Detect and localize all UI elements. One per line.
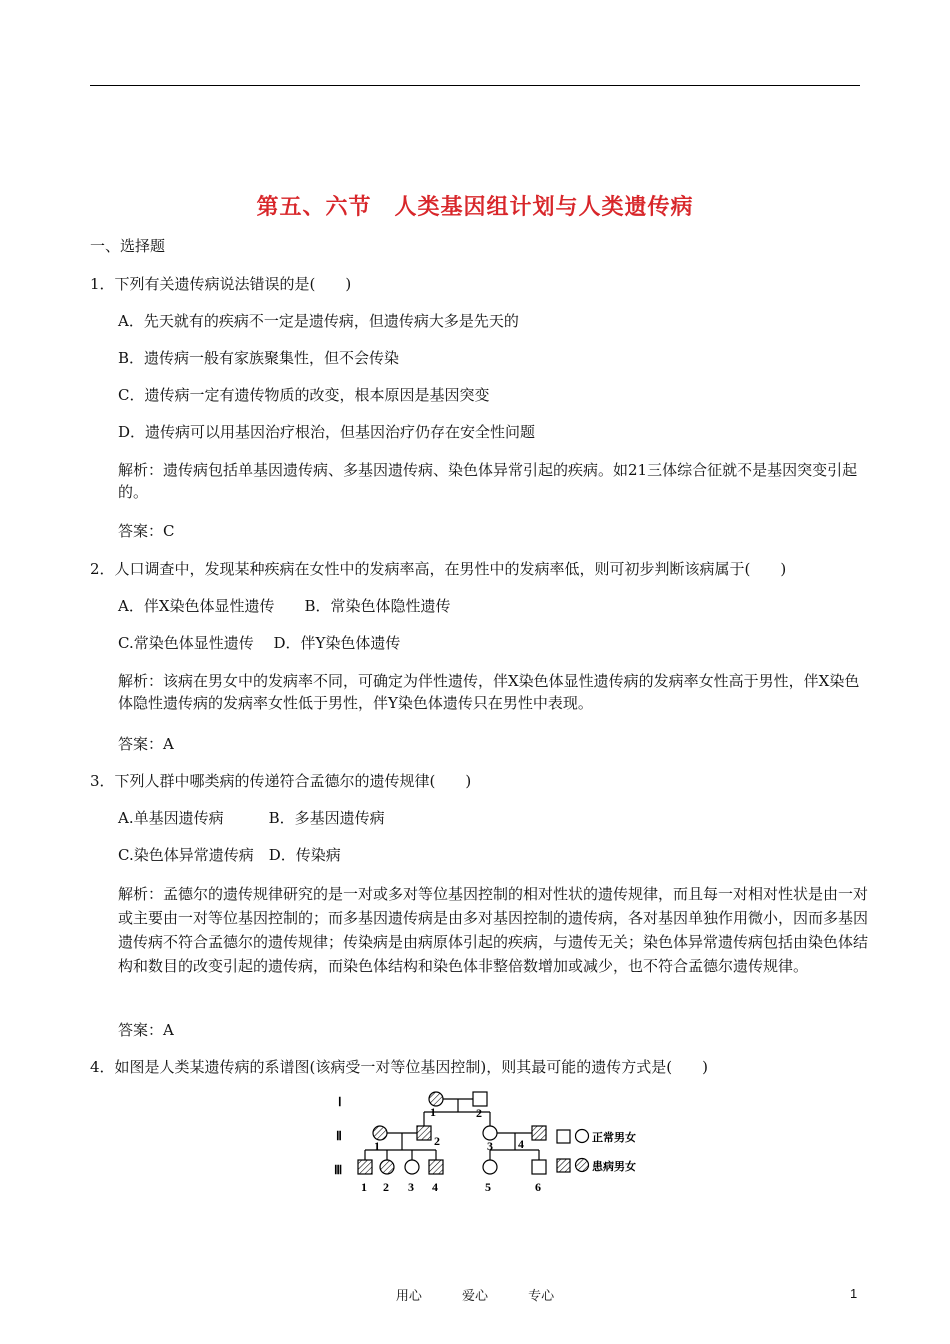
ii2-number: 2: [434, 1134, 440, 1148]
iii2-number: 2: [383, 1180, 389, 1194]
question-3-answer: 答案：A: [118, 1021, 174, 1039]
question-2-options-ab: A．伴X染色体显性遗传 B．常染色体隐性遗传: [118, 597, 451, 615]
footer-slogan: [0, 1285, 950, 1304]
question-4-stem: 4．如图是人类某遗传病的系谱图(该病受一对等位基因控制)，则其最可能的遗传方式是( ): [90, 1058, 708, 1076]
iii6-number: 6: [535, 1180, 541, 1194]
legend-affected-label: 患病男女: [592, 1160, 636, 1173]
i2-number: 2: [476, 1106, 482, 1120]
i1-affected-female: [429, 1092, 443, 1106]
iii3-number: 3: [408, 1180, 414, 1194]
question-2-analysis: 解析：该病在男女中的发病率不同，可确定为伴性遗传，伴X染色体显性遗传病的发病率女性高于男性，伴X染色体隐性遗传病的发病率女性低于男性，伴Y染色体遗传只在男性中表现。: [118, 672, 860, 712]
legend-affected-female-symbol: [576, 1159, 589, 1172]
legend-affected-male-symbol: [557, 1159, 570, 1172]
ii4-affected-male: [532, 1126, 546, 1140]
footer-slogan-2: 爱心: [461, 1289, 488, 1304]
question-1-stem: 1．下列有关遗传病说法错误的是( ): [90, 275, 352, 293]
question-3-stem: 3．下列人群中哪类病的传递符合孟德尔的遗传规律( ): [90, 772, 472, 790]
generation-1-label: Ⅰ: [338, 1095, 342, 1109]
i2-normal-male: [473, 1092, 487, 1106]
iii4-number: 4: [432, 1180, 438, 1194]
question-3-analysis: 解析：孟德尔的遗传规律研究的是一对或多对等位基因控制的相对性状的遗传规律，而且每一对相对性状是由一对或主要由一对等位基因控制的；而多基因遗传病是由多对基因控制的遗传病，各对基因单独作用微小，因而多基因遗传病不符合孟德尔的遗传规律；传染病是由病原体引起的疾病，与遗传无关；染色体异常遗传病包括由染色体结构和数目的改变引起的遗传病，而染色体结构和染色体非整倍数增加或减少，也不符合孟德尔遗传规律。: [118, 885, 869, 975]
iii6-normal-male: [532, 1160, 546, 1174]
ii4-number: 4: [518, 1137, 524, 1151]
iii1-affected-male: [358, 1160, 372, 1174]
iii3-normal-female: [405, 1160, 419, 1174]
question-1-analysis: 解析：遗传病包括单基因遗传病、多基因遗传病、染色体异常引起的疾病。如21三体综合征就不是基因突变引起的。: [118, 461, 858, 501]
generation-2-label: Ⅱ: [336, 1129, 342, 1143]
header-rule: [90, 85, 860, 86]
i1-number: 1: [430, 1105, 436, 1119]
ii3-number: 3: [487, 1139, 493, 1153]
question-1-option-c: C．遗传病一定有遗传物质的改变，根本原因是基因突变: [118, 386, 490, 404]
question-2-answer: 答案：A: [118, 735, 174, 753]
section-heading: 一、选择题: [90, 237, 166, 255]
ii1-number: 1: [374, 1139, 380, 1153]
legend-normal-female-symbol: [576, 1130, 589, 1143]
pedigree-chart: [330, 1084, 660, 1196]
page-title: 第五、六节 人类基因组计划与人类遗传病: [256, 195, 694, 220]
question-3-options-ab: A.单基因遗传病 B．多基因遗传病: [118, 809, 385, 827]
page-number: 1: [850, 1286, 858, 1301]
generation-3-label: Ⅲ: [334, 1163, 343, 1177]
question-2-options-cd: C.常染色体显性遗传 D．伴Y染色体遗传: [118, 634, 401, 652]
footer-slogan-3: 专心: [528, 1289, 555, 1304]
legend-normal-male-symbol: [557, 1130, 570, 1143]
legend-normal-label: 正常男女: [592, 1131, 636, 1144]
question-3-options-cd: C.染色体异常遗传病 D．传染病: [118, 846, 341, 864]
iii5-number: 5: [485, 1180, 491, 1194]
iii1-number: 1: [361, 1180, 367, 1194]
ii3-normal-female: [483, 1126, 497, 1140]
iii2-affected-female: [380, 1160, 394, 1174]
question-2-stem: 2．人口调查中，发现某种疾病在女性中的发病率高，在男性中的发病率低，则可初步判断该病属于( ): [90, 560, 787, 578]
ii2-affected-male: [417, 1126, 431, 1140]
iii5-normal-female: [483, 1160, 497, 1174]
question-1-option-b: B．遗传病一般有家族聚集性，但不会传染: [118, 349, 400, 367]
footer-slogan-1: 用心: [395, 1289, 422, 1304]
question-1-option-a: A．先天就有的疾病不一定是遗传病，但遗传病大多是先天的: [118, 312, 519, 330]
ii1-affected-female: [373, 1126, 387, 1140]
question-1-option-d: D．遗传病可以用基因治疗根治，但基因治疗仍存在安全性问题: [118, 423, 536, 441]
question-1-answer: 答案：C: [118, 522, 175, 540]
iii4-affected-male: [429, 1160, 443, 1174]
